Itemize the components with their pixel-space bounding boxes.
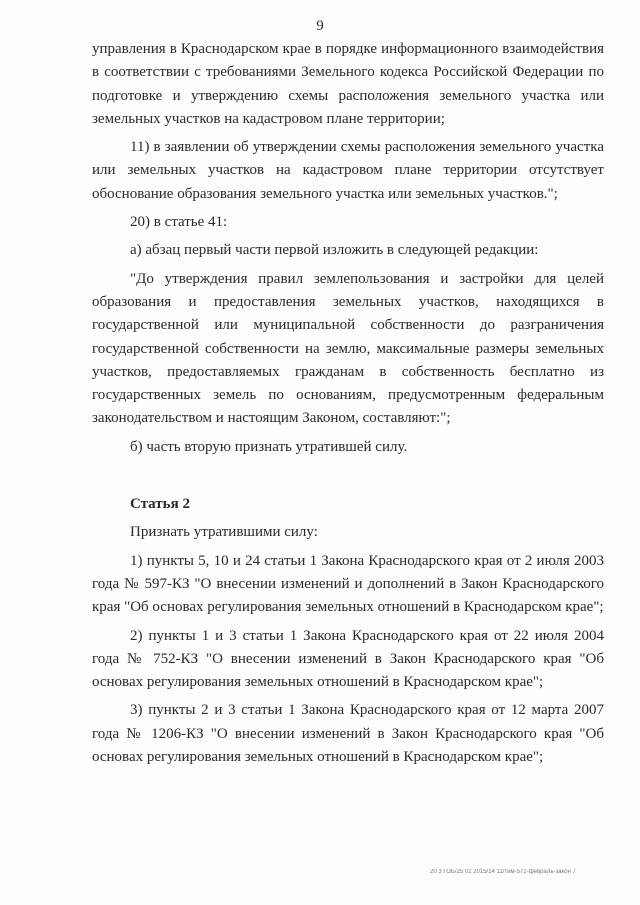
paragraph-item-11: 11) в заявлении об утверждении схемы расположения земельного участка или земельных участков на кадастровом плане территории отсутствует обоснование образования земельного участка или земельных участков."; (92, 139, 604, 202)
paragraph-item-20: 20) в статье 41: (130, 214, 228, 231)
article-2-section (92, 493, 604, 769)
article-heading: Статья 2 (130, 496, 190, 513)
footer-file-reference: 20 3 ГОБ/25 02 2015/14 11/тим-572-февраль-закон 7 (430, 869, 576, 875)
paragraph-subitem-a: а) абзац первый части первой изложить в следующей редакции: (130, 242, 539, 259)
paragraph-subitem-b: б) часть вторую признать утратившей силу. (130, 438, 408, 455)
document-body (92, 38, 604, 769)
paragraph-quoted-text: "До утверждения правил землепользования и застройки для целей образования и предоставления земельных участков, находящихся в государственной или муниципальной собственности до разграничения государственной собственности на землю, максимальные размеры земельных участков, предоставляемых гражданам в собственность бесплатно из государственных земель по основаниям, предусмотренным федеральным законодательством и настоящим Законом, составляют:"; (92, 270, 604, 427)
article-item-1: 1) пункты 5, 10 и 24 статьи 1 Закона Краснодарского края от 2 июля 2003 года № 597-КЗ "О внесении изменений и дополнений в Закон Краснодарского края "Об основах регулирования земельных отношений в Краснодарском крае"; (92, 552, 604, 616)
page-number: 9 (316, 18, 324, 34)
article-intro: Признать утратившими силу: (130, 524, 318, 541)
article-item-3: 3) пункты 2 и 3 статьи 1 Закона Краснодарского края от 12 марта 2007 года № 1206-КЗ "О внесении изменений в Закон Краснодарского края "Об основах регулирования земельных отношений в Краснодарском крае"; (92, 702, 604, 766)
article-item-2: 2) пункты 1 и 3 статьи 1 Закона Краснодарского края от 22 июля 2004 года № 752-КЗ "О внесении изменений в Закон Краснодарского края "Об основах регулирования земельных отношений в Краснодарском крае"; (92, 627, 604, 691)
paragraph-continuation: управления в Краснодарском крае в порядке информационного взаимодействия в соответствии с требованиями Земельного кодекса Российской Федерации по подготовке и утверждению схемы расположения земельного участка или земельных участков на кадастровом плане территории; (92, 41, 604, 127)
